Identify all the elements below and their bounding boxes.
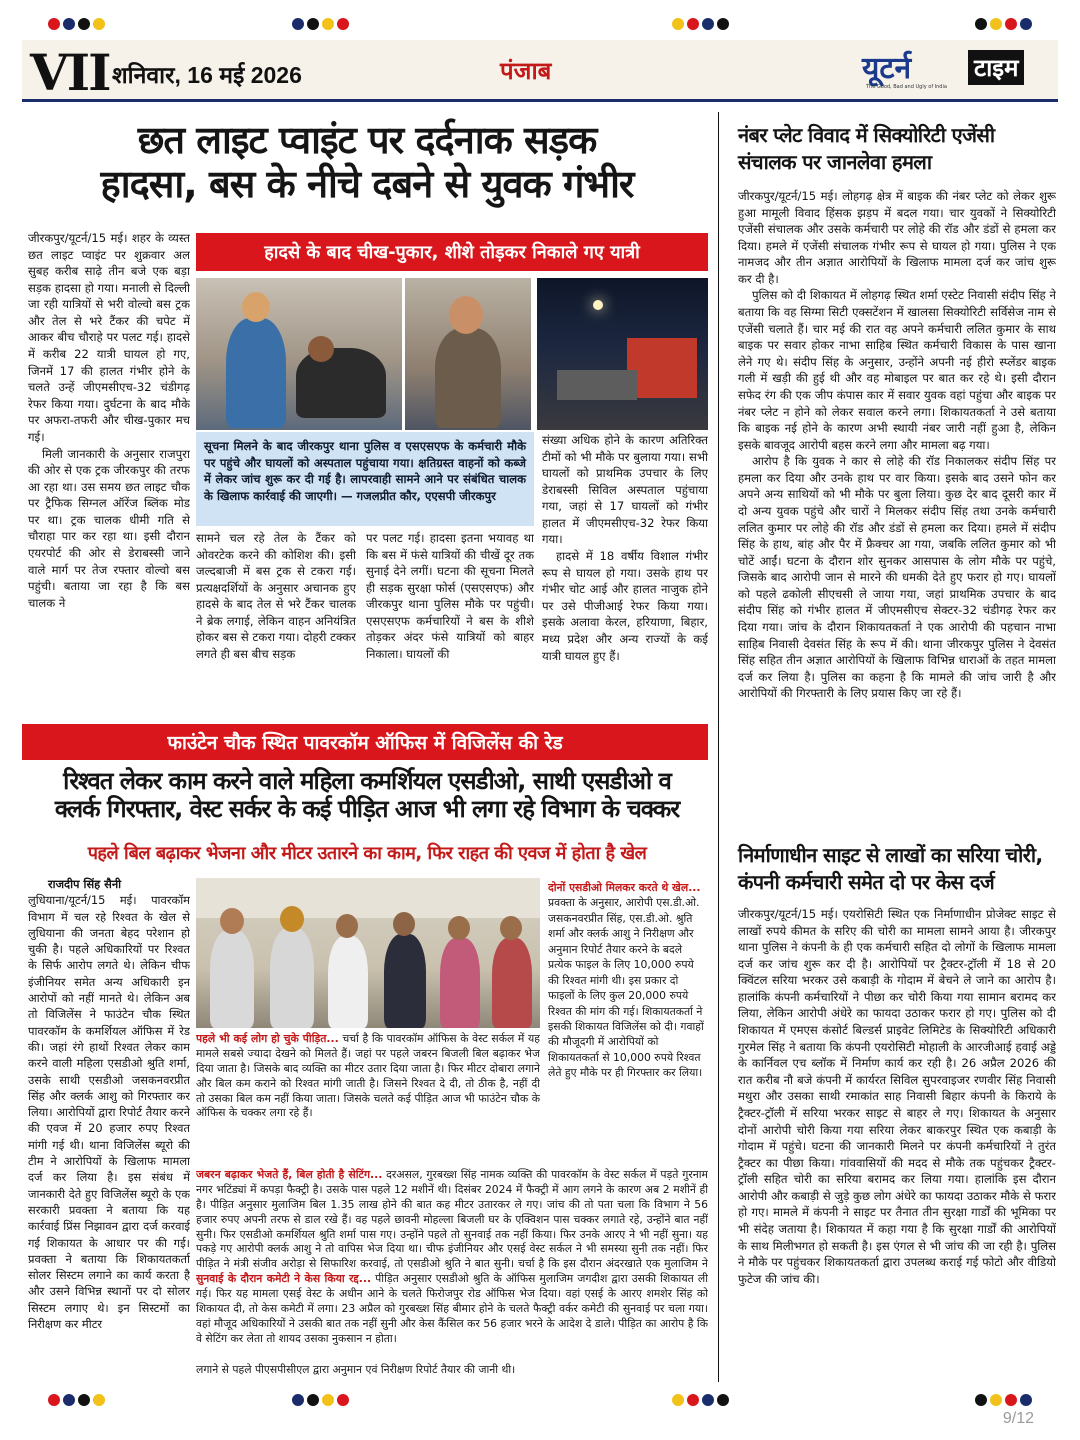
top-left-dots [48,18,105,30]
story2-note4: लगाने से पहले पीएसपीसीएल द्वारा अनुमान एवं निरीक्षण रिपोर्ट तैयार की जानी थी। [196,1363,516,1376]
story2-photo-arrested-officials [196,878,540,1028]
story4-headline-line2: कंपनी कर्मचारी समेत दो पर केस दर्ज [738,870,995,895]
story2-byline: राजदीप सिंह सैनी [48,877,122,891]
story1-col4 [542,432,708,694]
bottom-center-left-dots [292,1394,349,1406]
story2-note2 [196,1168,708,1270]
bottom-right-dots [975,1394,1032,1406]
story3-p3: आरोप है कि युवक ने कार से लोहे की रॉड निकालकर संदीप सिंह पर हमला कर दिया और उनके हाथ पर वार किया। इसके बाद उसने फोन कर अपने अन्य साथियों को भी मौके पर बुला लिया। कुछ देर बाद दूसरी कार में दो अन्य युवक पहुंचे और चारों ने मिलकर संदीप सिंह तथा उनके कर्मचारी ललित कुमार पर लोहे की रॉड और डंडों से हमला कर दिया। हमले में संदीप सिंह के हाथ, बांह और पैर में फ्रैक्चर आ गया, जबकि ललित कुमार को भी चोटें आईं। घटना के दौरान शोर सुनकर आसपास के लोग मौके पर पहुंचे, जिसके बाद आरोपी जान से मारने की धमकी देते हुए फरार हो गए। घायलों को पहले ढकोली सीएचसी ले जाया गया, जहां प्राथमिक उपचार के बाद संदीप सिंह को गंभीर हालत में जीएमसीएच सेक्टर-32 चंडीगढ़ रेफर कर दिया गया। जांच के दौरान शिकायतकर्ता ने एक आरोपी की पहचान नाभा साहिब निवासी देवसंत सिंह के रूप में की। थाना जीरकपुर पुलिस ने देवसंत सिंह सहित तीन अज्ञात आरोपियों के खिलाफ विभिन्न धाराओं के तहत मामला दर्ज कर लिया है। पुलिस का कहना है कि मामले की जांच जारी है और आरोपियों की गिरफ्तारी के लिए प्रयास किए जा रहे हैं। [738,454,1056,701]
page-number: VII [30,43,110,102]
story1-col4-p2: हादसे में 18 वर्षीय विशाल गंभीर रूप से घायल हो गया। उसके हाथ पर गंभीर चोट आई और हालत नाजुक होने पर उसे पीजीआई रेफर किया गया। इसके अलावा केरल, हरियाणा, बिहार, मध्य प्रदेश और अन्य राज्यों के कई यात्री घायल हुए हैं। [542,549,708,663]
story2-note1-title: पहले भी कई लोग हो चुके पीड़ित... [196,1032,339,1045]
story2-col1 [28,876,190,1384]
page-counter: 9/12 [1002,1410,1034,1427]
story2-note1 [196,1032,540,1164]
story2-note3 [196,1272,708,1360]
story2-side-column [548,880,708,1164]
story1-col4-p1: संख्या अधिक होने के कारण अतिरिक्त टीमों को भी मौके पर बुलाया गया। सभी घायलों को प्राथमिक उपचार के लिए डेराबस्सी सिविल अस्पताल पहुंचाया गया, जहां से 17 घायलों को गंभीर हालत में जीएमसीएच-32 रेफर किया गया। [542,433,708,547]
story2-note3-title: सुनवाई के दौरान कमेटी ने केस किया रद्द... [196,1272,372,1285]
story2-note3-text: पीड़ित अनुसार एसडीओ श्रुति के ऑफिस मुलाजिम जगदीश द्वारा उसकी शिकायत ली गई। फिर यह मामला एसई वेस्ट के अधीन आने के चलते फिरोजपुर रोड ऑफिस भेज दिया। वहां एसई के आरए शमशेर सिंह को शिकायत दी, तो केस कमेटी में लगा। 23 अप्रैल को गुरबख्श सिंह बीमार होने के चलते फैक्ट्री वर्कर कमेटी की सुनवाई पर चला गया। वहां मौजूद अधिकारियों ने उसकी बात तक नहीं सुनी और केस कैंसिल कर 56 हजार भरने के आदेश दे डाले। पीड़ित का आरोप है कि वे सेटिंग कर लेता तो शायद उसका नुकसान न होता। [196,1272,708,1345]
story4-headline-line1: निर्माणाधीन साइट से लाखों का सरिया चोरी, [738,843,1043,867]
story3-body [738,188,1056,836]
story2-strap: फाउंटेन चौक स्थित पावरकॉम ऑफिस में विजिलेंस की रेड [22,724,708,760]
story1-photo-hospital [196,278,402,430]
top-center-right-dots [672,18,729,30]
story1-col2: सामने चल रहे तेल के टैंकर को ओवरटेक करने की कोशिश की। इसी जल्दबाजी में बस ट्रक से टकरा गई। प्रत्यक्षदर्शियों के अनुसार अचानक हुए हादसे के बाद तेल से भरे टैंकर चालक ने ब्रेक लगाई, लेकिन वाहन अनियंत्रित होकर बस से टकरा गया। दोहरी टक्कर लगते ही बस बीच सड़क [196,531,356,662]
story1-col1-p1: जीरकपुर/यूटर्न/15 मई। शहर के व्यस्त छत लाइट प्वाइंट पर शुक्रवार अल सुबह करीब साढ़े तीन बजे एक बड़ा सड़क हादसा हो गया। मनाली से दिल्ली जा रही यात्रियों से भरी वोल्वो बस ट्रक और तेल से भरे टैंकर की चपेट में आकर बीच चौराहे पर पलट गई। हादसे में करीब 22 यात्री घायल हो गए, जिनमें 17 की हालत गंभीर होने के चलते उन्हें जीएमसीएच-32 चंडीगढ़ रेफर किया गया। दुर्घटना के बाद मौके पर अफरा-तफरी और चीख-पुकार मच गई। [28,231,190,444]
story3-headline-line2: संचालक पर जानलेवा हमला [738,150,932,175]
top-right-dots [975,18,1032,30]
story1-headline-line1: छत लाइट प्वाइंट पर दर्दनाक सड़क [137,118,597,162]
story1-strap: हादसे के बाद चीख-पुकार, शीशे तोड़कर निकाले गए यात्री [196,233,708,271]
story2-headline-line2: क्लर्क गिरफ्तार, वेस्ट सर्कर के कई पीड़ित आज भी लगा रहे विभाग के चक्कर [54,794,680,823]
bottom-center-right-dots [672,1394,729,1406]
story2-side-text: प्रवक्ता के अनुसार, आरोपी एस.डी.ओ. जसकनवरप्रीत सिंह, एस.डी.ओ. श्रुति शर्मा और क्लर्क आशु ने निरीक्षण और अनुमान रिपोर्ट तैयार करने के बदले प्रत्येक फाइल के लिए 10,000 रुपये की रिश्वत मांगी थी। इस प्रकार दो फाइलों के लिए कुल 20,000 रुपये रिश्वत की मांग की गई। शिकायतकर्ता ने इसकी शिकायत विजिलेंस को दी। गवाहों की मौजूदगी में आरोपियों को शिकायतकर्ता से 10,000 रुपये रिश्वत लेते हुए मौके पर ही गिरफ्तार कर लिया। [548,896,704,1080]
logo-part2: टाइम [968,50,1024,85]
story1-headline [22,118,712,206]
story3-headline [738,122,1054,176]
story3-headline-line1: नंबर प्लेट विवाद में सिक्योरिटी एजेंसी [738,123,995,147]
story1-col1 [28,230,190,690]
story2-note2-title: जबरन बढ़ाकर भेजते हैं, बिल होती है सेटिंग... [196,1168,383,1181]
story4-headline [738,842,1054,896]
story2-note2-text: दरअसल, गुरबख्श सिंह नामक व्यक्ति की पावरकॉम के वेस्ट सर्कल में पड़ते गुरनाम नगर भटिंड्यां में कपड़ा फैक्ट्री है। उसके पास पहले 12 मशीनें थी। दिसंबर 2024 में फैक्ट्री में आग लगने के कारण अब 2 मशीनें ही है। पीड़ित अनुसार मुलाजिम बिल 1.35 लाख होने की बात कह मीटर उतारकर ले गए। जांच की तो पता चला कि विभाग ने 56 हजार रुपए अपनी तरफ से डाल रखे हैं। वह पहले छावनी मोहल्ला बिजली घर के एक्विशन पास चक्कर लगाते रहे, उन्होंने बात नहीं सुनी। फिर एसडीओ कमर्शियल श्रुति शर्मा पास गए। उन्होंने पहले तो सुनवाई तक नहीं किया। फिर उनके आरए ने भी नहीं सुना। यह पकड़े गए आरोपी क्लर्क आशु ने तो वापिस भेज दिया था। चीफ इंजीनियर और एसई वेस्ट सर्कल ने भी समस्या सुनी तक नहीं। फिर पीड़ित ने मंत्री संजीव अरोड़ा से सिफारिश करवाई, तो एसडीओ श्रुति ने बात सुनी। चर्चा है कि इस दौरान अंदरखाते एक मुलाजिम ने [196,1168,708,1270]
logo-part1: यूटर्न [862,51,912,86]
bottom-left-dots [48,1394,105,1406]
story4-p1: जीरकपुर/यूटर्न/15 मई। एयरोसिटी स्थित एक निर्माणाधीन प्रोजेक्ट साइट से लाखों रुपये कीमत के सरिए की चोरी का मामला सामने आया है। जीरकपुर थाना पुलिस ने कंपनी के ही एक कर्मचारी सहित दो लोगों के खिलाफ मामला दर्ज कर जांच शुरू कर दी है। आरोपियों पर ट्रैक्टर-ट्रॉली में 18 से 20 क्विंटल सरिया भरकर उसे कबाड़ी के गोदाम में बेचने ले जाने का आरोप है। हालांकि कंपनी कर्मचारियों ने पीछा कर चोरी किया गया सामान बरामद कर लिया, लेकिन आरोपी अंधेरे का फायदा उठाकर फरार हो गए। पुलिस को दी शिकायत में एमएस कंसोर्ट बिल्डर्स प्राइवेट लिमिटेड के सिक्योरिटी अधिकारी गुरमेल सिंह ने बताया कि कंपनी एयरोसिटी मोहाली के आरजीआई हवाई अड्डे के कार्निवल एच ब्लॉक में निर्माण कार्य कर रही है। 26 अप्रैल 2026 की रात करीब नौ बजे कंपनी में कार्यरत सिविल सुपरवाइजर रणवीर सिंह निवासी मथुरा और उसका साथी रमाकांत साह निवासी बिहार कंपनी के किराये के ट्रैक्टर-ट्रॉली में सरिया भरकर साइट से बाहर ले गए। शिकायत के अनुसार दोनों आरोपी चोरी किया गया सरिया लेकर बाकरपुर स्थित एक कबाड़ी के गोदाम में पहुंचे। घटना की जानकारी मिलने पर कंपनी कर्मचारियों ने तुरंत ट्रैक्टर का पीछा किया। गांववासियों की मदद से मौके तक पहुंचकर ट्रैक्टर-ट्रॉली सहित चोरी का सरिया बरामद कर लिया गया। हालांकि इस दौरान आरोपी और कबाड़ी से जुड़े कुछ लोग अंधेरे का फायदा उठाकर मौके से फरार हो गए। मामले में कंपनी ने साइट पर तैनात तीन सुरक्षा गार्डों की भूमिका पर भी संदेह जताया है। शिकायत में कहा गया है कि सुरक्षा गार्डों की आरोपियों के साथ मिलीभगत हो सकती है। इस एंगल से भी जांच की जा रही है। पुलिस ने मौके पर पहुंचकर शिकायतकर्ता द्वारा उपलब्ध कराई गई फोटो और वीडियो फुटेज की जांच की। [738,907,1056,1286]
story2-headline-line1: रिश्वत लेकर काम करने वाले महिला कमर्शियल एसडीओ, साथी एसडीओ व [63,767,671,795]
section-name: पंजाब [500,57,552,85]
story2-headline [22,768,712,824]
top-center-left-dots [292,18,349,30]
story1-photo-accident-night [537,278,708,430]
story1-quote-box: सूचना मिलने के बाद जीरकपुर थाना पुलिस व एसएसएफ के कर्मचारी मौके पर पहुंचे और घायलों को अस्पताल पहुंचाया गया। क्षतिग्रस्त वाहनों को कब्जे में लेकर जांच शुरू कर दी गई है। लापरवाही सामने आने पर संबंधित चालक के खिलाफ कार्रवाई की जाएगी। — गजलप्रीत कौर, एएसपी जीरकपुर [196,432,534,526]
story3-p2: पुलिस को दी शिकायत में लोहगढ़ स्थित शर्मा एस्टेट निवासी संदीप सिंह ने बताया कि वह सिग्मा सिटी एक्सटेंशन में खालसा सिक्योरिटी सर्विसेज नाम से एजेंसी चलाते हैं। चार मई की रात वह अपने कर्मचारी ललित कुमार के साथ बाइक पर सवार होकर नाभा साहिब स्थित कर्मचारी विकास के पास खाना लेने गए थे। संदीप सिंह के अनुसार, उन्होंने अपनी नई हीरो स्प्लेंडर बाइक गली में खड़ी की हुई थी और वह मोबाइल पर बात कर रहे थे। इसी दौरान सफेद रंग की एक जीप कंपास कार में सवार युवक वहां पहुंचा और बाइक पर नंबर प्लेट न होने को लेकर सवाल करने लगा। शिकायतकर्ता ने उसे बताया कि बाइक नई होने के कारण अभी स्थायी नंबर जारी नहीं हुआ है, लेकिन इसके बावजूद आरोपी बहस करने लगा और मामला बढ़ गया। [738,288,1056,452]
story1-col1-p2: मिली जानकारी के अनुसार राजपुरा की ओर से एक ट्रक जीरकपुर की तरफ आ रहा था। उस समय छत लाइट चौक पर ट्रैफिक सिग्नल ऑरेंज ब्लिंक मोड पर था। ट्रक चालक धीमी गति से चौराहा पार कर रहा था। इसी दौरान एयरपोर्ट की ओर से डेराबस्सी जाने वाले मार्ग पर तेज रफ्तार वोल्वो बस पहुंची। बताया जा रहा है कि बस चालक ने [28,446,190,610]
masthead-logo [862,48,1048,92]
story2-subhead: पहले बिल बढ़ाकर भेजना और मीटर उतारने का काम, फिर राहत की एवज में होता है खेल [87,843,647,864]
story3-p1: जीरकपुर/यूटर्न/15 मई। लोहगढ़ क्षेत्र में बाइक की नंबर प्लेट को लेकर शुरू हुआ मामूली विवाद हिंसक झड़प में बदल गया। चार युवकों ने सिक्योरिटी एजेंसी संचालक और उसके कर्मचारी पर लोहे की रॉड और डंडों से हमला कर दिया। हमले में एजेंसी संचालक गंभीर रूप से घायल हो गया। पुलिस ने एक नामजद और तीन अज्ञात आरोपियों के खिलाफ मामला दर्ज कर जांच शुरू कर दी है। [738,189,1056,286]
logo-tagline: The Good, Bad and Ugly of India [866,84,947,90]
story1-col3: पर पलट गई। हादसा इतना भयावह था कि बस में फंसे यात्रियों की चीखें दूर तक सुनाई देने लगीं। घटना की सूचना मिलते ही सड़क सुरक्षा फोर्स (एसएसएफ) और जीरकपुर थाना पुलिस मौके पर पहुंची। एसएसएफ कर्मचारियों ने बस के शीशे तोड़कर अंदर फंसे यात्रियों को बाहर निकाला। घायलों की [366,531,534,662]
issue-date: शनिवार, 16 मई 2026 [112,62,302,88]
column-divider [718,112,719,1382]
story2-note1-text: चर्चा है कि पावरकॉम ऑफिस के वेस्ट सर्कल में यह मामले सबसे ज्यादा देखने को मिलते हैं। जहां पर पहले जबरन बिजली बिल बढ़ाकर भेज दिया जाता है। जिसके बाद व्यक्ति का मीटर उतार दिया जाता है। फिर मीटर दोबारा लगाने और बिल कम कराने को रिश्वत मांगी जाती है। जिसने रिश्वत दे दी, तो ठीक है, नहीं दी तो उसका बिल कम नहीं किया जाता। जिसके चलते कई पीड़ित आज भी फाउंटेन चौक के ऑफिस के चक्कर लगा रहे हैं। [196,1032,540,1120]
story2-side-title: दोनों एसडीओ मिलकर करते थे खेल... [548,881,701,894]
story1-photo-injured-youth [405,278,531,430]
story2-col1-p1: लुधियाना/यूटर्न/15 मई। पावरकॉम विभाग में चल रहे रिश्वत के खेल से लुधियाना की जनता बेहद परेशान हो चुकी है। पहले अधिकारियों पर रिश्वत के सिर्फ आरोप लगते थे। लेकिन चीफ इंजीनियर समेत अन्य अधिकारी इन आरोपों को नहीं मानते थे। लेकिन अब तो विजिलेंस ने फाउंटेन चौक स्थित पावरकॉम के कमर्शियल ऑफिस में रेड की। जहां रंगे हाथों रिश्वत लेकर काम करने वाली महिला एसडीओ श्रुति शर्मा, उसके साथी एसडीओ जसकनवरप्रीत सिंह और क्लर्क आशु को गिरफ्तार कर लिया। आरोपियों द्वारा रिपोर्ट तैयार करने की एवज में 20 हजार रुपए रिश्वत मांगी गई थी। थाना विजिलेंस ब्यूरो की टीम ने आरोपियों के खिलाफ मामला दर्ज कर लिया है। इस संबंध में जानकारी देते हुए विजिलेंस ब्यूरो के एक सरकारी प्रवक्ता ने बताया कि यह कार्रवाई प्रिंस निझावन द्वारा दर्ज करवाई गई शिकायत के आधार पर की गई। प्रवक्ता ने बताया कि शिकायतकर्ता सोलर सिस्टम लगाने का कार्य करता है और उसने विभिन्न स्थानों पर दो सोलर सिस्टम लगाए थे। इन सिस्टमों का निरीक्षण कर मीटर [28,893,190,1332]
story1-headline-line2: हादसा, बस के नीचे दबने से युवक गंभीर [100,162,634,207]
story4-body [738,906,1056,1382]
